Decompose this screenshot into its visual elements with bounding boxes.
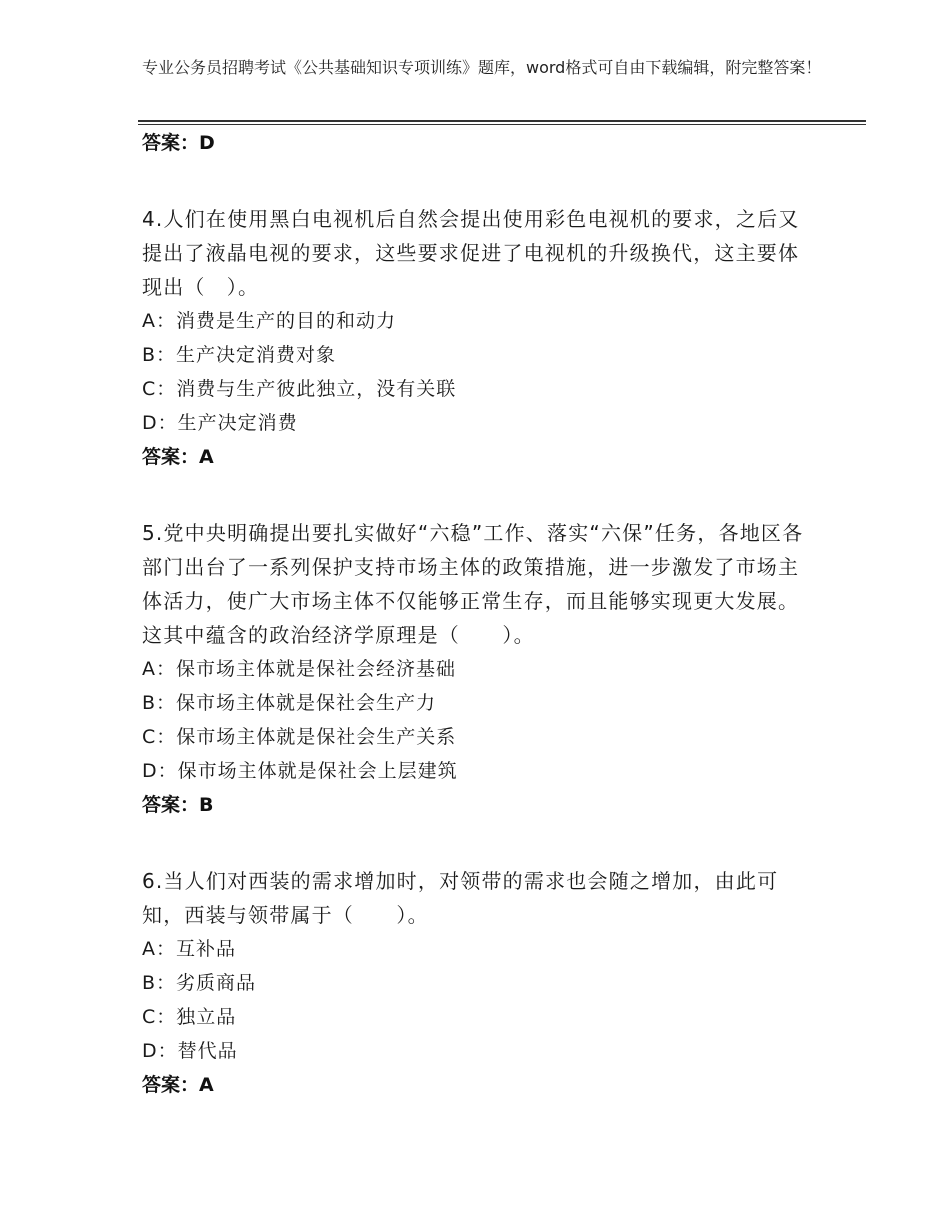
option-c: C：保市场主体就是保社会生产关系 [142, 726, 457, 748]
question-stem: 6.当人们对西装的需求增加时，对领带的需求也会随之增加，由此可知，西装与领带属于（ ）。 [142, 869, 779, 927]
header-rule [138, 120, 866, 122]
question-stem: 4.人们在使用黑白电视机后自然会提出使用彩色电视机的要求，之后又提出了液晶电视的要求，这些要求促进了电视机的升级换代，这主要体现出（ ）。 [142, 207, 800, 299]
option-b: B：生产决定消费对象 [142, 344, 337, 366]
option-c: C：消费与生产彼此独立，没有关联 [142, 378, 457, 400]
option-c: C：独立品 [142, 1006, 237, 1028]
option-b: B：保市场主体就是保社会生产力 [142, 692, 437, 714]
question-list [142, 126, 807, 1102]
option-d: D：生产决定消费 [142, 412, 298, 434]
document-header: 专业公务员招聘考试《公共基础知识专项训练》题库，word格式可自由下载编辑，附完整答案！ [142, 58, 822, 77]
option-d: D：替代品 [142, 1040, 238, 1062]
option-a: A：消费是生产的目的和动力 [142, 310, 396, 332]
question-4 [142, 202, 807, 474]
option-d: D：保市场主体就是保社会上层建筑 [142, 760, 458, 782]
header-rule-thin [138, 124, 866, 125]
option-a: A：互补品 [142, 938, 236, 960]
question-stem: 5.党中央明确提出要扎实做好“六稳”工作、落实“六保”任务，各地区各部门出台了一系列保护支持市场主体的政策措施，进一步激发了市场主体活力，使广大市场主体不仅能够正常生存，而且能够实现更大发展。这其中蕴含的政治经济学原理是（ ）。 [142, 521, 804, 647]
question-5 [142, 516, 807, 822]
question-6 [142, 864, 807, 1102]
option-b: B：劣质商品 [142, 972, 257, 994]
answer: 答案：B [142, 794, 214, 816]
answer: 答案：A [142, 1074, 214, 1096]
answer: 答案：A [142, 446, 214, 468]
option-a: A：保市场主体就是保社会经济基础 [142, 658, 456, 680]
answer-prev: 答案：D [142, 132, 215, 154]
